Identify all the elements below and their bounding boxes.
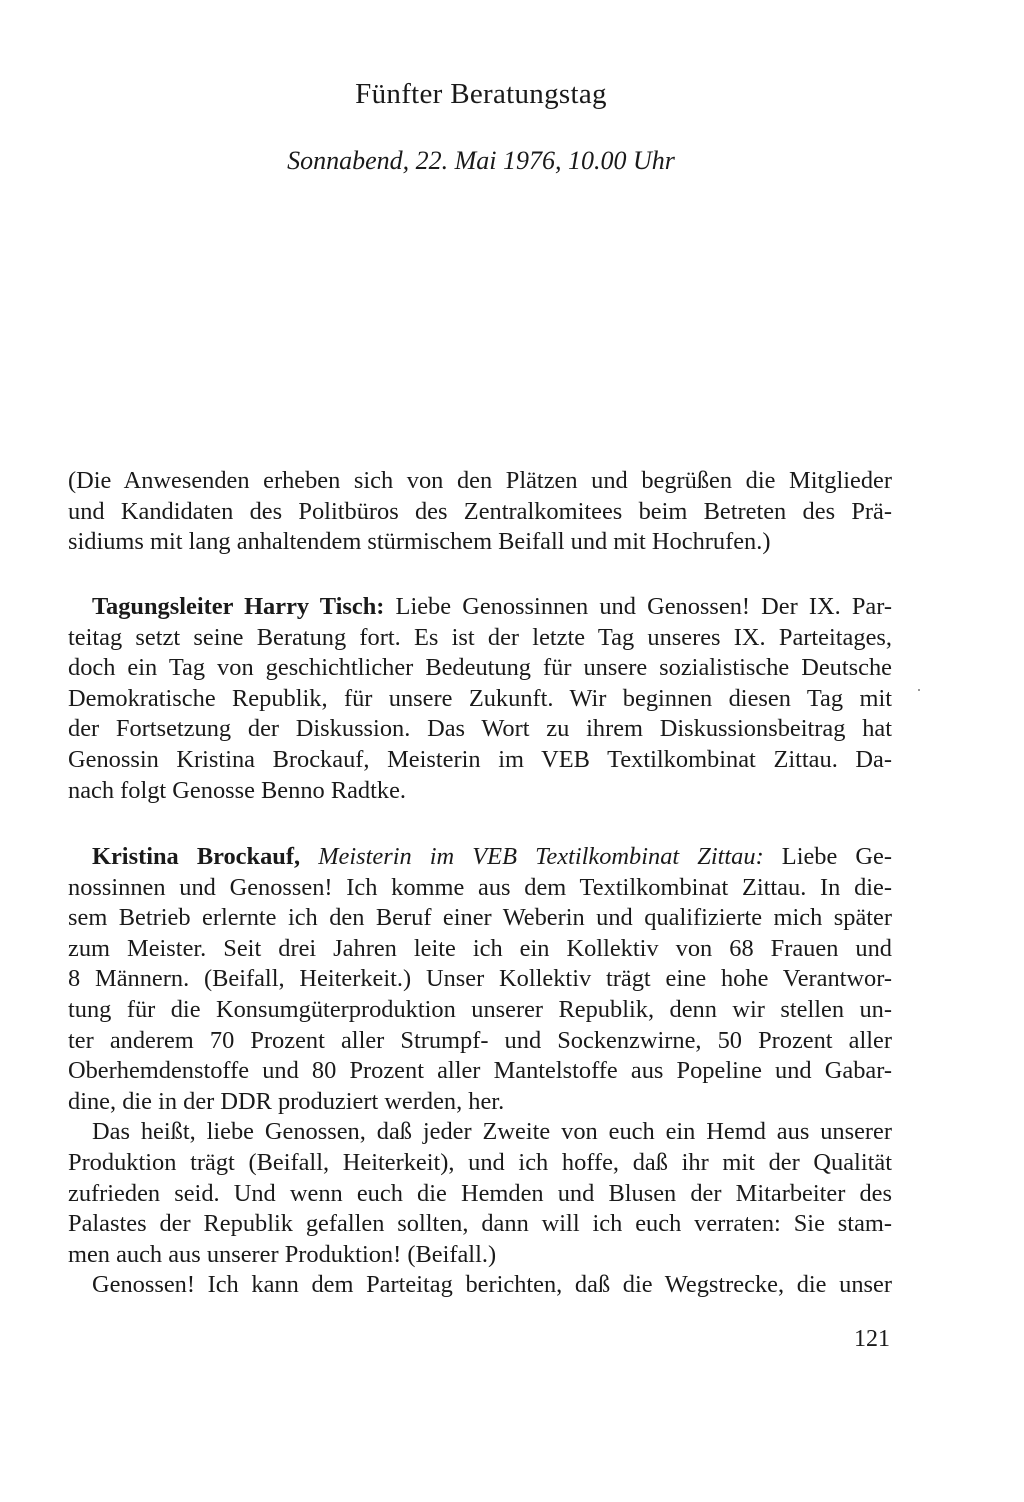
- text-line: men auch aus unserer Produktion! (Beifall.): [68, 1240, 497, 1268]
- speech-brockauf-paragraph: [68, 842, 892, 1301]
- text-line: zufrieden seid. Und wenn euch die Hemden und Blusen der Mitarbeiter des: [68, 1179, 892, 1207]
- page-number: 121: [854, 1326, 890, 1352]
- text-line: dine, die in der DDR produziert werden, her.: [68, 1087, 505, 1115]
- text-line: Genossin Kristina Brockauf, Meisterin im VEB Textilkombinat Zittau. Da-: [68, 745, 892, 773]
- text-line: (Die Anwesenden erheben sich von den Plätzen und begrüßen die Mitglieder: [68, 467, 892, 494]
- text-line: teitag setzt seine Beratung fort. Es ist der letzte Tag unseres IX. Parteitages,: [68, 623, 892, 651]
- text-line: sidiums mit lang anhaltendem stürmischem Beifall und mit Hochrufen.): [68, 528, 771, 556]
- text-line: der Fortsetzung der Diskussion. Das Wort zu ihrem Diskussionsbeitrag hat: [68, 715, 892, 743]
- dateline: Sonnabend, 22. Mai 1976, 10.00 Uhr: [287, 146, 675, 175]
- text-segment: Liebe Ge-: [763, 843, 892, 870]
- page-title: Fünfter Beratungstag: [355, 78, 607, 110]
- text-line: Oberhemdenstoffe und 80 Prozent aller Mantelstoffe aus Popeline und Gabar-: [68, 1057, 892, 1085]
- print-speck: [918, 689, 920, 691]
- text-line: ter anderem 70 Prozent aller Strumpf- und Sockenzwirne, 50 Prozent aller: [68, 1026, 892, 1054]
- text-segment: Liebe Genossinnen und Genossen! Der IX. Par-: [384, 593, 893, 620]
- text-line: Palastes der Republik gefallen sollten, dann will ich euch verraten: Sie stam-: [68, 1210, 892, 1238]
- text-line: doch ein Tag von geschichtlicher Bedeutung für unsere sozialistische Deutsche: [68, 654, 892, 682]
- text-line: Das heißt, liebe Genossen, daß jeder Zweite von euch ein Hemd aus unserer: [92, 1118, 892, 1146]
- text-line: nossinnen und Genossen! Ich komme aus dem Textilkombinat Zittau. In die-: [68, 873, 892, 901]
- text-line: 8 Männern. (Beifall, Heiterkeit.) Unser Kollektiv trägt eine hohe Verantwor-: [68, 965, 892, 993]
- text-line: und Kandidaten des Politbüros des Zentralkomitees beim Betreten des Prä-: [68, 497, 892, 525]
- speaker-name: Tagungsleiter Harry Tisch:: [92, 593, 385, 620]
- speaker-name: Kristina Brockauf,: [92, 843, 301, 870]
- speech-tisch-paragraph: [68, 592, 892, 806]
- text-line: nach folgt Genosse Benno Radtke.: [68, 776, 407, 804]
- text-line: [68, 842, 892, 873]
- text-line: zum Meister. Seit drei Jahren leite ich ein Kollektiv von 68 Frauen und: [68, 934, 892, 962]
- text-line: Genossen! Ich kann dem Parteitag berichten, daß die Wegstrecke, die unser: [92, 1271, 892, 1299]
- text-line: [68, 592, 892, 623]
- text-line: sem Betrieb erlernte ich den Beruf einer Weberin und qualifizierte mich später: [68, 904, 892, 932]
- speaker-role: Meisterin im VEB Textilkombinat Zittau:: [318, 843, 764, 870]
- text-line: tung für die Konsumgüterproduktion unserer Republik, denn wir stellen un-: [68, 995, 892, 1023]
- text-line: Demokratische Republik, für unsere Zukunft. Wir beginnen diesen Tag mit: [68, 684, 892, 712]
- stage-direction-paragraph: [68, 466, 892, 558]
- text-line: Produktion trägt (Beifall, Heiterkeit), und ich hoffe, daß ihr mit der Qualität: [68, 1148, 892, 1176]
